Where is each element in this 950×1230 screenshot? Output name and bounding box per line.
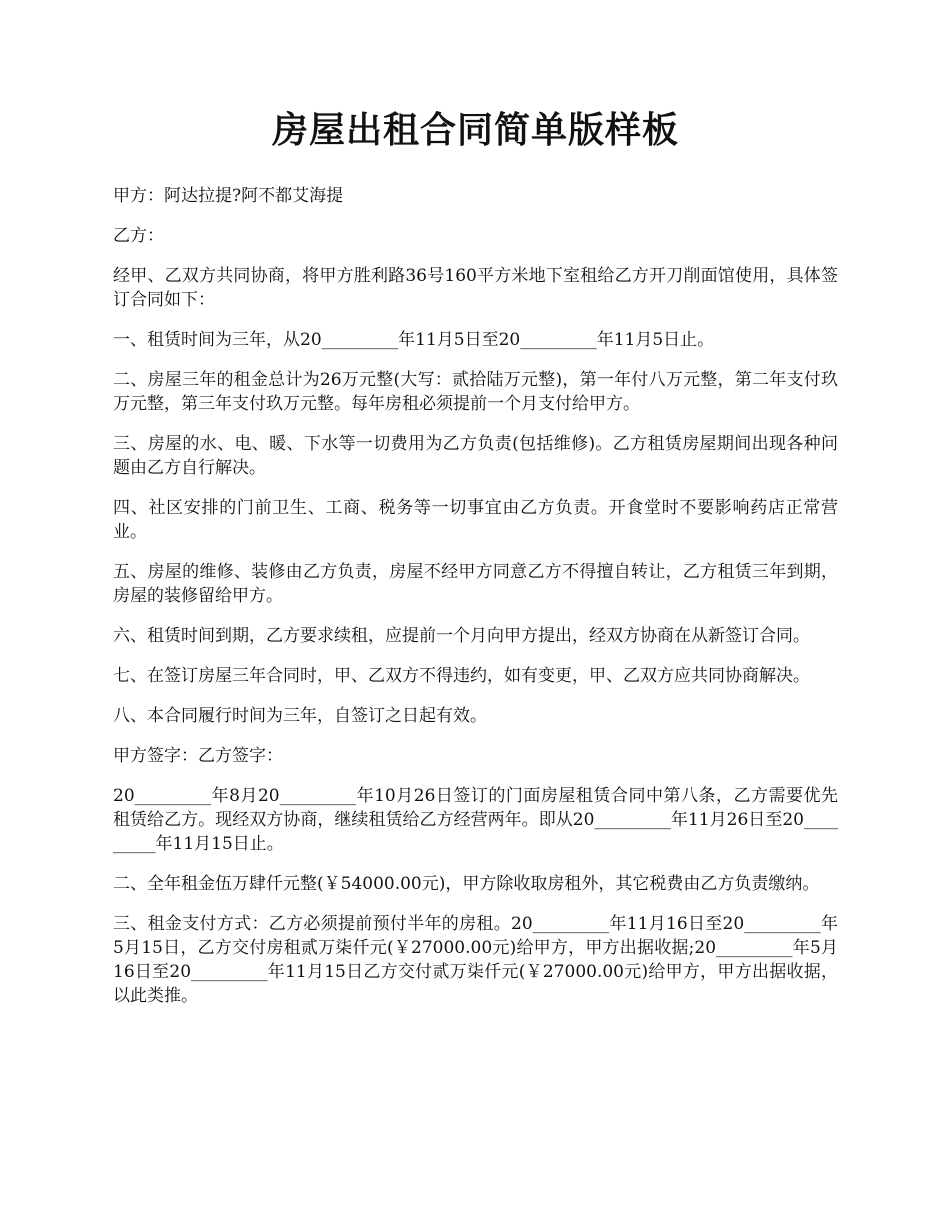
signature-line: 甲方签字：乙方签字： [113, 746, 283, 766]
clause-4-community-affairs: 四、社区安排的门前卫生、工商、税务等一切事宜由乙方负责。开食堂时不要影响药店正常营业。 [113, 498, 838, 542]
party-b-line: 乙方： [113, 226, 164, 246]
supplement-intro: 20_________年8月20_________年10月26日签订的门面房屋租赁合同中第八条，乙方需要优先租赁给乙方。现经双方协商，继续租赁给乙方经营两年。即从20_________年11月26日至20_________年11月15日止。 [113, 786, 838, 854]
clause-5-maintenance: 五、房屋的维修、装修由乙方负责，房屋不经甲方同意乙方不得擅自转让，乙方租赁三年到期，房屋的装修留给甲方。 [113, 562, 838, 606]
supplement-clause-2-rent: 二、全年租金伍万肆仟元整(￥54000.00元)，甲方除收取房租外，其它税费由乙方负责缴纳。 [113, 874, 820, 894]
clause-6-renewal: 六、租赁时间到期，乙方要求续租，应提前一个月向甲方提出，经双方协商在从新签订合同。 [113, 626, 810, 646]
supplement-clause-3-payment: 三、租金支付方式：乙方必须提前预付半年的房租。20_________年11月16日至20_________年5月15日，乙方交付房租贰万柒仟元(￥27000.00元)给甲方，甲方出据收据;20_________年5月16日至20_________年11月15日乙方交付贰万柒仟元(￥27000.00元)给甲方，甲方出据收据，以此类推。 [113, 914, 838, 1006]
clause-2-rent: 二、房屋三年的租金总计为26万元整(大写：贰拾陆万元整)，第一年付八万元整，第二年支付玖万元整，第三年支付玖万元整。每年房租必须提前一个月支付给甲方。 [113, 370, 838, 414]
clause-3-utilities: 三、房屋的水、电、暖、下水等一切费用为乙方负责(包括维修)。乙方租赁房屋期间出现各种问题由乙方自行解决。 [113, 434, 838, 478]
clause-1-lease-term: 一、租赁时间为三年，从20_________年11月5日至20_________年11月5日止。 [113, 330, 715, 350]
document-title: 房屋出租合同简单版样板 [271, 109, 679, 151]
party-a-line: 甲方：阿达拉提?阿不都艾海提 [113, 186, 344, 206]
clause-7-breach: 七、在签订房屋三年合同时，甲、乙双方不得违约，如有变更，甲、乙双方应共同协商解决。 [113, 666, 810, 686]
clause-8-effective: 八、本合同履行时间为三年，自签订之日起有效。 [113, 706, 487, 726]
contract-intro: 经甲、乙双方共同协商，将甲方胜利路36号160平方米地下室租给乙方开刀削面馆使用，具体签订合同如下： [113, 266, 838, 310]
